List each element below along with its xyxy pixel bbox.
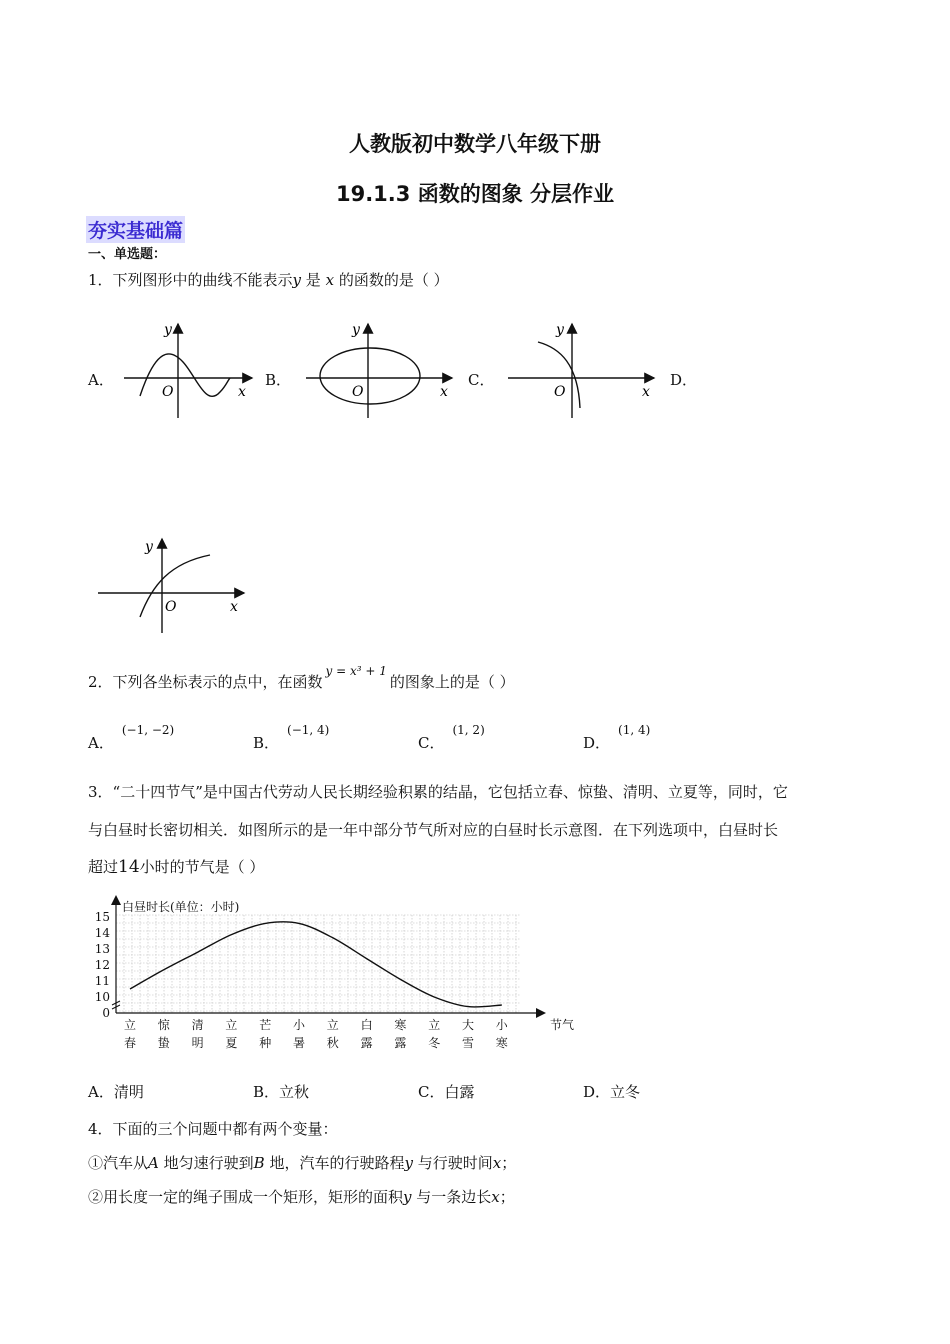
x-tick-label: 暑 [292,1036,306,1050]
function-formula: y = x³ + 1 [325,664,387,678]
x-tick-label: 明 [191,1036,204,1050]
svg-text:y: y [164,322,172,338]
q3-option-a[interactable]: A．清明 [88,1083,144,1101]
x-tick-label: 雪 [461,1036,475,1050]
x-tick-label: 寒 [495,1036,508,1050]
svg-text:y: y [145,539,153,555]
x-tick-label: 惊 [157,1018,170,1032]
y-tick-label: 11 [94,974,110,988]
question-3-line-3: 超过14小时的节气是（ ） [88,857,265,877]
x-tick-label: 立 [123,1018,137,1032]
x-tick-label: 立 [326,1018,339,1032]
svg-text:O: O [165,599,177,615]
y-axis-label: 白昼时长(单位：小时) [122,900,240,914]
q3-option-c[interactable]: C．白露 [418,1083,475,1101]
question-4-item-1: ①汽车从A 地匀速行驶到B 地，汽车的行驶路程y 与行驶时间x； [88,1154,517,1172]
x-tick-label: 大 [461,1018,475,1032]
q1-graph-d [92,535,252,635]
svg-text:y: y [556,322,564,338]
svg-text:y: y [352,322,360,338]
svg-text:O: O [162,384,174,400]
q2-option-c[interactable]: C．$^{(1, 2)}$ [418,723,485,752]
q2-option-d[interactable]: D．$^{(1, 4)}$ [583,723,651,752]
x-tick-label: 露 [360,1036,373,1050]
page-title: 人教版初中数学八年级下册 [349,132,601,156]
x-tick-label: 秋 [326,1036,339,1050]
q1-graph-b [300,318,460,423]
question-2: 2．下列各坐标表示的点中，在函数$^{y = x^3 + 1}$的图象上的是（ ） [88,664,515,691]
q1-option-d[interactable]: D． [670,371,698,389]
page-subtitle: 19.1.3 函数的图象 分层作业 [335,182,615,206]
y-tick-label: 10 [94,990,110,1004]
section-heading: 夯实基础篇 [86,216,185,243]
svg-text:x: x [238,384,246,400]
q1-graph-a [118,318,258,423]
x-axis-label: 节气 [550,1018,575,1032]
x-tick-label: 立 [225,1018,238,1032]
x-tick-label: 冬 [428,1036,441,1050]
question-1: 1．下列图形中的曲线不能表示y 是 x 的函数的是（ ） [88,271,449,289]
q1-option-a[interactable]: A． [88,371,114,389]
x-axis-arrow [536,1008,546,1018]
q1-option-c[interactable]: C． [468,371,495,389]
question-4-item-2: ②用长度一定的绳子围成一个矩形，矩形的面积y 与一条边长x； [88,1188,515,1206]
svg-text:x: x [440,384,448,400]
svg-text:x: x [230,599,238,615]
x-tick-label: 小 [495,1018,508,1032]
x-tick-label: 春 [123,1036,137,1050]
x-tick-label: 白 [360,1018,373,1032]
x-tick-label: 种 [259,1036,272,1050]
y-tick-label: 12 [94,958,110,972]
y-tick-label: 0 [102,1006,110,1020]
x-tick-label: 立 [428,1018,441,1032]
daylight-chart [84,893,575,1058]
x-tick-label: 露 [394,1036,407,1050]
q2-option-b[interactable]: B．$^{(-1, 4)}$ [253,723,330,752]
q2-option-a[interactable]: A．$^{(-1, -2)}$ [88,723,175,752]
q1-graph-c [502,318,662,423]
x-tick-label: 芒 [259,1018,272,1032]
svg-text:O: O [352,384,364,400]
q3-option-d[interactable]: D．立冬 [583,1083,641,1101]
q3-option-b[interactable]: B．立秋 [253,1083,310,1101]
part-heading: 一、单选题： [88,247,167,262]
y-tick-label: 14 [94,926,110,940]
y-tick-label: 13 [94,942,110,956]
y-axis-arrow [111,895,121,905]
question-3-line-2: 与白昼时长密切相关．如图所示的是一年中部分节气所对应的白昼时长示意图．在下列选项中，白昼时长 [88,821,779,839]
svg-text:x: x [642,384,650,400]
question-4: 4．下面的三个问题中都有两个变量： [88,1120,338,1138]
x-tick-label: 夏 [225,1036,238,1050]
x-tick-label: 蛰 [157,1036,170,1050]
x-tick-label: 寒 [394,1018,407,1032]
x-tick-label: 清 [191,1018,204,1032]
svg-text:O: O [554,384,566,400]
q1-option-b[interactable]: B． [265,371,292,389]
x-tick-label: 小 [292,1018,306,1032]
question-3-line-1: 3．“二十四节气”是中国古代劳动人民长期经验积累的结晶，它包括立春、惊蛰、清明、立夏等，同时，它 [88,783,788,801]
y-tick-label: 15 [94,910,110,924]
